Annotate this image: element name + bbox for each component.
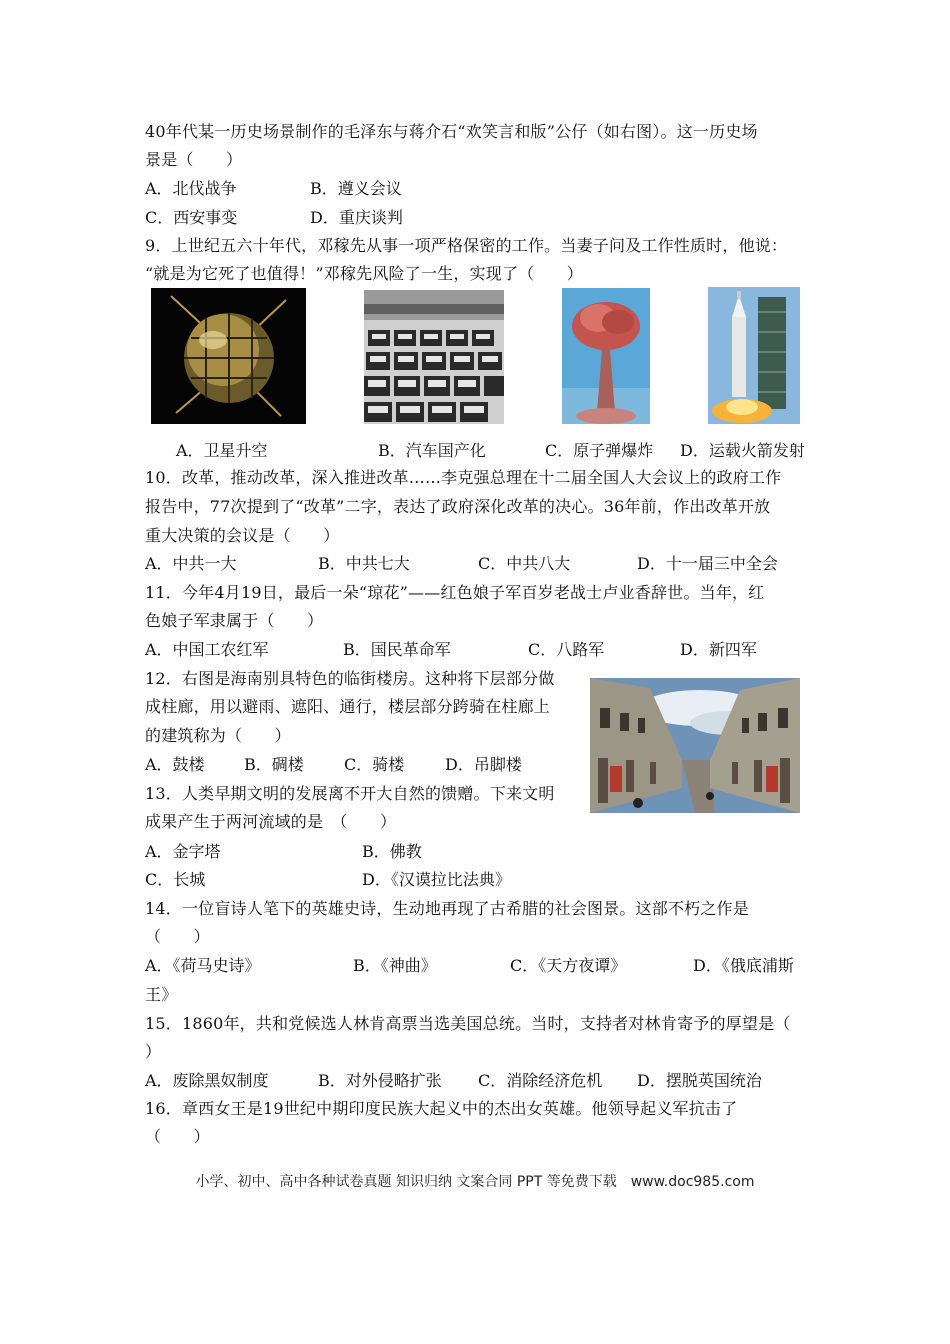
q11-option-a: A．中国工农红军 — [145, 640, 269, 659]
q13-option-d: D．《汉谟拉比法典》 — [362, 870, 511, 889]
q14-option-c: C．《天方夜谭》 — [510, 956, 627, 975]
q9-option-d: D．运载火箭发射 — [680, 441, 805, 460]
rocket-launch-photo — [708, 287, 800, 424]
q8-option-d: D．重庆谈判 — [310, 208, 403, 227]
arcade-street-photo — [590, 678, 800, 813]
q11-option-d: D．新四军 — [680, 640, 757, 659]
q11-option-c: C．八路军 — [528, 640, 605, 659]
footer-text: 小学、初中、高中各种试卷真题 知识归纳 文案合同 PPT 等免费下载 www.doc985.com — [195, 1174, 755, 1190]
q14-line-1: 14．一位盲诗人笔下的英雄史诗，生动地再现了古希腊的社会图景。这部不朽之作是 — [145, 899, 749, 918]
satellite-photo — [151, 288, 306, 424]
q10-line-3: 重大决策的会议是（ ） — [145, 526, 340, 545]
q12-option-a: A．鼓楼 — [145, 755, 205, 774]
q11-line-1: 11．今年4月19日，最后一朵“琼花”——红色娘子军百岁老战士卢业香辞世。当年，红 — [145, 583, 765, 602]
q9-option-b: B．汽车国产化 — [378, 441, 486, 460]
q15-option-b: B．对外侵略扩张 — [318, 1071, 442, 1090]
q15-line-1: 15．1860年，共和党候选人林肯高票当选美国总统。当时，支持者对林肯寄予的厚望是（ — [145, 1014, 791, 1033]
q14-line-2: （ ） — [145, 927, 210, 946]
q16-line-2: （ ） — [145, 1127, 210, 1146]
q15-option-c: C．消除经济危机 — [478, 1071, 603, 1090]
atomic-bomb-photo — [562, 288, 650, 424]
q10-option-d: D．十一届三中全会 — [637, 554, 778, 573]
q14-option-d: D．《俄底浦斯 — [693, 956, 794, 975]
q8-line-1: 40年代某一历史场景制作的毛泽东与蒋介石“欢笑言和版”公仔（如右图）。这一历史场 — [145, 122, 758, 141]
q10-line-2: 报告中，77次提到了“改革”二字，表达了政府深化改革的决心。36年前，作出改革开放 — [145, 497, 771, 516]
q12-line-3: 的建筑称为（ ） — [145, 726, 291, 745]
q14-option-a: A．《荷马史诗》 — [145, 956, 261, 975]
q15-option-d: D．摆脱英国统治 — [637, 1071, 762, 1090]
q8-line-2: 景是（ ） — [145, 150, 243, 169]
q8-option-a: A．北伐战争 — [145, 179, 237, 198]
q14-option-d-cont: 王》 — [145, 985, 178, 1004]
q12-line-2: 成柱廊，用以避雨、遮阳、通行，楼层部分跨骑在柱廊上 — [145, 697, 551, 716]
q12-line-1: 12．右图是海南别具特色的临街楼房。这种将下层部分做 — [145, 669, 555, 688]
q10-option-b: B．中共七大 — [318, 554, 410, 573]
q13-option-a: A．金字塔 — [145, 842, 221, 861]
q12-option-d: D．吊脚楼 — [445, 755, 522, 774]
q14-option-b: B．《神曲》 — [353, 956, 437, 975]
q12-option-c: C．骑楼 — [344, 755, 405, 774]
q10-option-c: C．中共八大 — [478, 554, 571, 573]
q13-line-2: 成果产生于两河流域的是 （ ） — [145, 812, 397, 831]
q15-line-2: ） — [145, 1042, 162, 1061]
q8-option-c: C．西安事变 — [145, 208, 238, 227]
car-factory-photo — [364, 290, 504, 424]
q15-option-a: A．废除黑奴制度 — [145, 1071, 269, 1090]
q10-option-a: A．中共一大 — [145, 554, 237, 573]
q13-line-1: 13．人类早期文明的发展离不开大自然的馈赠。下来文明 — [145, 784, 555, 803]
q13-option-c: C．长城 — [145, 870, 206, 889]
q12-option-b: B．碉楼 — [244, 755, 304, 774]
q9-option-c: C．原子弹爆炸 — [545, 441, 654, 460]
q13-option-b: B．佛教 — [362, 842, 422, 861]
q10-line-1: 10．改革，推动改革，深入推进改革……李克强总理在十二届全国人大会议上的政府工作 — [145, 468, 782, 487]
q9-option-a: A．卫星升空 — [176, 441, 268, 460]
q8-option-b: B．遵义会议 — [310, 179, 402, 198]
q9-line-2: “就是为它死了也值得！”邓稼先风险了一生，实现了（ ） — [145, 264, 583, 283]
q11-line-2: 色娘子军隶属于（ ） — [145, 611, 324, 630]
q16-line-1: 16．章西女王是19世纪中期印度民族大起义中的杰出女英雄。他领导起义军抗击了 — [145, 1099, 738, 1118]
q11-option-b: B．国民革命军 — [343, 640, 451, 659]
q9-line-1: 9．上世纪五六十年代，邓稼先从事一项严格保密的工作。当妻子问及工作性质时，他说： — [145, 236, 788, 255]
